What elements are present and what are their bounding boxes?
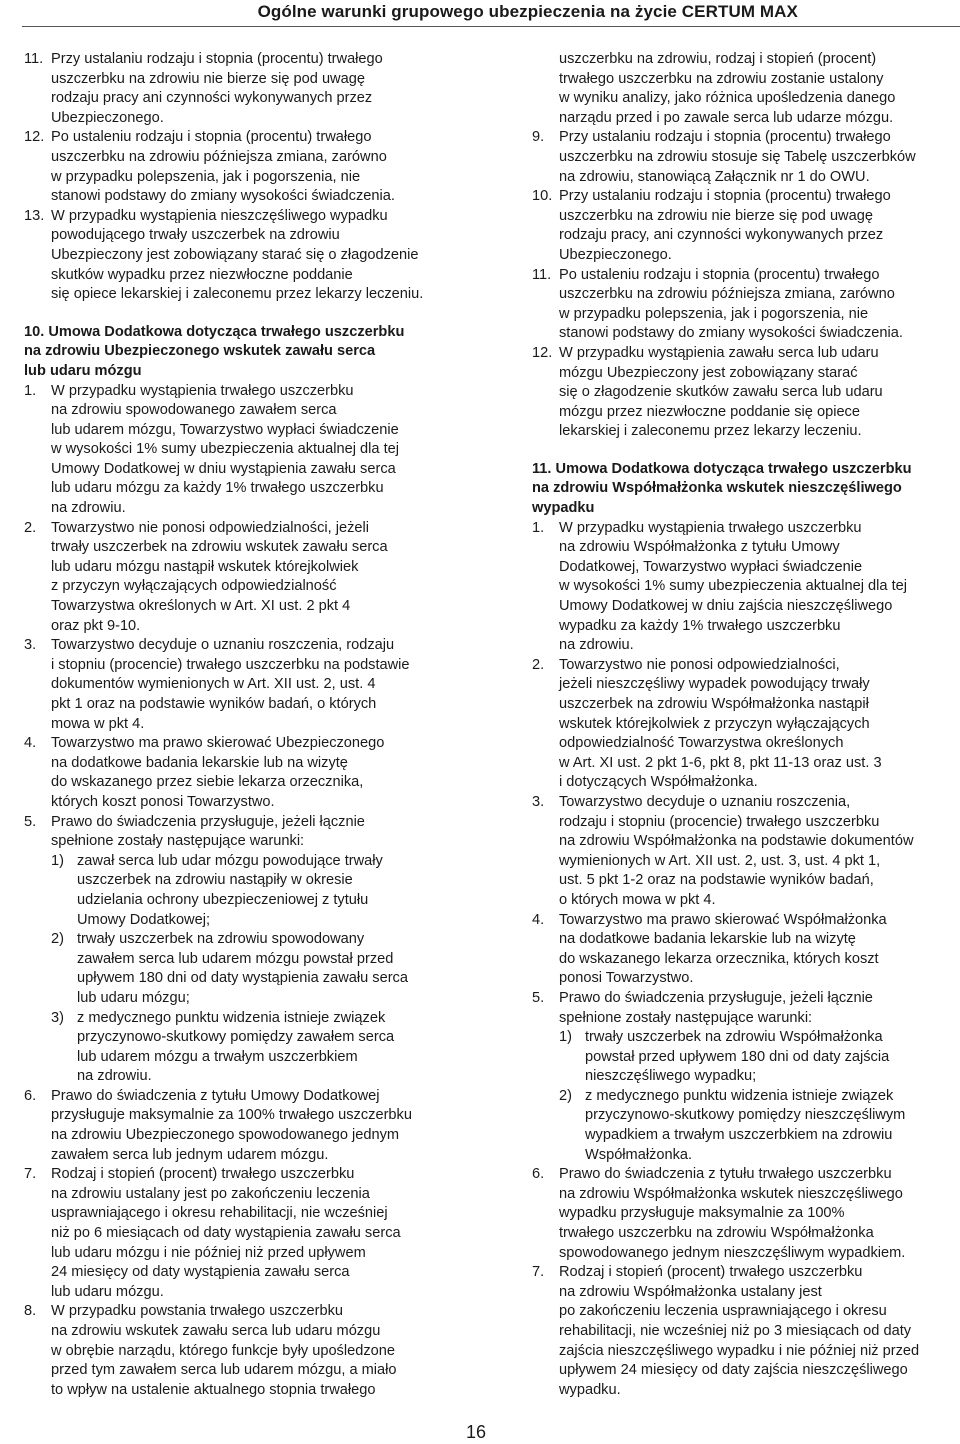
text-line: wypadku przysługuje maksymalnie za 100% (559, 1205, 845, 1222)
text-line: W przypadku wystąpienia nieszczęśliwego wypadku (51, 207, 388, 224)
text-line: uszczerbku na zdrowiu, rodzaj i stopień (procent) (559, 51, 877, 67)
list-item (532, 656, 960, 793)
left-column (24, 50, 464, 1400)
text-line: przysługuje maksymalnie za 100% trwałego uszczerbku (51, 1107, 412, 1124)
text-line: na zdrowiu. (51, 500, 126, 517)
text-line: Towarzystwo decyduje o uznaniu roszczenia, (559, 793, 851, 810)
text-line: dokumentów wymienionych w Art. XII ust. 2, ust. 4 (51, 676, 376, 693)
text-line: lub udaru mózgu za każdy 1% trwałego uszczerbku (51, 480, 384, 497)
text-line: w przypadku polepszenia, jak i pogorszenia, nie (559, 305, 869, 322)
list-item (24, 1302, 464, 1400)
sub-item-body (51, 930, 464, 1008)
text-line: Ubezpieczony jest zobowiązany starać się o złagodzenie (51, 246, 419, 263)
text-line: niż po 6 miesiącach od daty wystąpienia zawału serca (51, 1225, 401, 1242)
text-line: wymienionych w Art. XII ust. 2, ust. 3, ust. 4 pkt 1, (559, 852, 881, 869)
text-line: powodującego trwały uszczerbek na zdrowiu (51, 227, 340, 244)
list-item (532, 1165, 960, 1263)
text-line: upływem 24 miesięcy od daty zajścia nieszczęśliwego (559, 1362, 908, 1379)
item-number: 1) (51, 852, 64, 869)
text-line: na dodatkowe badania lekarskie lub na wizytę (51, 754, 348, 771)
text-line: Współmałżonka. (585, 1146, 693, 1163)
list-item (24, 813, 464, 852)
item-number: 3. (532, 793, 545, 810)
text-line: lekarskiej i zaleconemu przez lekarzy leczeniu. (559, 423, 862, 440)
list-item (532, 344, 960, 442)
text-line: i dotyczących Współmałżonka. (559, 774, 758, 791)
sub-list-item (24, 1009, 464, 1087)
text-line: trwały uszczerbek na zdrowiu spowodowany (77, 931, 365, 948)
text-line: rodzaju i stopniu (procencie) trwałego uszczerbku (559, 813, 880, 830)
text-line: Prawo do świadczenia z tytułu trwałego uszczerbku (559, 1166, 892, 1183)
text-line: skutków wypadku przez niezwłoczne poddanie (51, 266, 353, 283)
text-line: Towarzystwo ma prawo skierować Ubezpieczonego (51, 735, 385, 752)
item-number: 2) (559, 1087, 572, 1104)
text-line: upływem 180 dni od daty wystąpienia zawału serca (77, 970, 408, 987)
text-line: 10. Umowa Dodatkowa dotycząca trwałego uszczerbku (24, 323, 405, 340)
item-number: 1) (559, 1029, 572, 1046)
list-item (24, 382, 464, 519)
text-line: do wskazanego przez siebie lekarza orzecznika, (51, 774, 364, 791)
text-line: na zdrowiu ustalany jest po zakończeniu leczenia (51, 1185, 370, 1202)
text-line: wskutek którejkolwiek z przyczyn wyłączających (559, 715, 870, 732)
text-line: Towarzystwo nie ponosi odpowiedzialności, jeżeli (51, 519, 369, 536)
text-line: spełnione zostały następujące warunki: (559, 1009, 813, 1026)
item-number: 1. (532, 519, 545, 536)
sub-item-body (51, 1009, 464, 1087)
text-line: uszczerbku na zdrowiu późniejsza zmiana, zarówno (51, 148, 387, 165)
text-line: na zdrowiu Współmałżonka na podstawie dokumentów (559, 833, 914, 850)
text-line: w wysokości 1% sumy ubezpieczenia aktualnej dla tej (51, 441, 399, 458)
text-line: W przypadku wystąpienia zawału serca lub udaru (559, 344, 879, 361)
text-line: do wskazanego lekarza orzecznika, których koszt (559, 950, 879, 967)
text-line: lub udaru mózgu (24, 362, 142, 379)
text-line: Przy ustalaniu rodzaju i stopnia (procentu) trwałego (559, 129, 891, 146)
text-line: 24 miesięcy od daty wystąpienia zawału serca (51, 1264, 350, 1281)
text-line: Przy ustalaniu rodzaju i stopnia (procentu) trwałego (559, 188, 891, 205)
list-item (24, 50, 464, 128)
text-line: usprawniającego i okresu rehabilitacji, nie wcześniej (51, 1205, 388, 1222)
text-line: narządu przed i po zawale serca lub udarze mózgu. (559, 109, 894, 126)
text-line: z przyczyn wyłączających odpowiedzialność (51, 578, 337, 595)
text-line: ust. 5 pkt 1-2 oraz na podstawie wyników badań, (559, 872, 874, 889)
text-line: trwałego uszczerbku na zdrowiu zostanie ustalony (559, 70, 884, 87)
item-number: 4. (532, 911, 545, 928)
text-line: lub udaru mózgu. (51, 1283, 164, 1300)
text-line: trwały uszczerbek na zdrowiu Współmałżonka (585, 1029, 883, 1046)
text-line: mózgu Ubezpieczony jest zobowiązany starać (559, 364, 858, 381)
list-item (24, 519, 464, 637)
list-item (24, 1087, 464, 1165)
text-line: odpowiedzialność Towarzystwa określonych (559, 735, 844, 752)
text-line: trwałego uszczerbku na zdrowiu Współmałżonka (559, 1225, 874, 1242)
sub-item-body (559, 1087, 960, 1165)
text-line: zawałem serca lub jednym udarem mózgu. (51, 1146, 329, 1163)
list-item (24, 207, 464, 305)
text-line: na zdrowiu spowodowanego zawałem serca (51, 402, 337, 419)
text-line: przed tym zawałem serca lub udarem mózgu, a miało (51, 1362, 397, 1379)
section-heading (532, 460, 960, 519)
item-number: 12. (24, 129, 45, 146)
text-line: zawałem serca lub udarem mózgu powstał przed (77, 950, 394, 967)
text-line: Umowy Dodatkowej w dniu wystąpienia zawału serca (51, 460, 396, 477)
list-item (532, 50, 960, 128)
item-number: 10. (532, 188, 553, 205)
text-line: trwały uszczerbek na zdrowiu wskutek zawału serca (51, 539, 388, 556)
text-line: Ubezpieczonego. (51, 109, 164, 126)
list-item (532, 519, 960, 656)
list-item (532, 1263, 960, 1400)
text-line: Rodzaj i stopień (procent) trwałego uszczerbku (559, 1264, 863, 1281)
text-line: 11. Umowa Dodatkowa dotycząca trwałego uszczerbku (532, 460, 912, 477)
item-number: 6. (24, 1087, 37, 1104)
page-header (0, 0, 960, 26)
text-line: Dodatkowej, Towarzystwo wypłaci świadczenie (559, 558, 863, 575)
text-line: rodzaju pracy, ani czynności wykonywanych przez (559, 227, 884, 244)
text-line: uszczerbku na zdrowiu nie bierze się pod uwagę (559, 207, 873, 224)
text-line: mózgu przez niezwłoczne poddanie się opiece (559, 403, 860, 420)
text-line: uszczerbku na zdrowiu późniejsza zmiana, zarówno (559, 286, 895, 303)
text-line: uszczerbku na zdrowiu stosuje się Tabelę uszczerbków (559, 148, 916, 165)
text-line: na zdrowiu Ubezpieczonego wskutek zawału serca (24, 343, 376, 360)
sub-list-item (532, 1087, 960, 1165)
item-number: 5. (24, 813, 37, 830)
sub-list-item (24, 930, 464, 1008)
page-number: 16 (466, 1422, 487, 1442)
list-item (532, 128, 960, 187)
text-line: lub udaru mózgu; (77, 989, 190, 1006)
text-line: w Art. XI ust. 2 pkt 1-6, pkt 8, pkt 11-13 oraz ust. 3 (559, 754, 882, 771)
text-line: w wysokości 1% sumy ubezpieczenia aktualnej dla tej (559, 578, 907, 595)
sub-item-body (559, 1028, 960, 1087)
text-line: rodzaju pracy ani czynności wykonywanych przez (51, 90, 373, 107)
text-line: lub udaru mózgu nastąpił wskutek którejkolwiek (51, 558, 359, 575)
text-line: Towarzystwo decyduje o uznaniu roszczenia, rodzaju (51, 637, 395, 654)
text-line: wypadku. (559, 1381, 621, 1398)
text-line: na zdrowiu Współmałżonka wskutek nieszczęśliwego (559, 1185, 903, 1202)
text-line: przyczynowo-skutkowy pomiędzy zawałem serca (77, 1029, 395, 1046)
text-line: Umowy Dodatkowej w dniu zajścia nieszczęśliwego (559, 598, 893, 615)
item-number: 3) (51, 1009, 64, 1026)
sub-list-item (532, 1028, 960, 1087)
text-line: stanowi podstawy do zmiany wysokości świadczenia. (559, 325, 903, 342)
item-number: 1. (24, 382, 37, 399)
item-number: 7. (24, 1166, 37, 1183)
text-line: mowa w pkt 4. (51, 715, 145, 732)
list-item (532, 187, 960, 265)
document-title: Ogólne warunki grupowego ubezpieczenia na życie CERTUM MAX (257, 2, 798, 21)
text-line: Rodzaj i stopień (procent) trwałego uszczerbku (51, 1166, 355, 1183)
list-item (532, 911, 960, 989)
text-line: lub udarem mózgu a trwałym uszczerbkiem (77, 1048, 358, 1065)
text-line: z medycznego punktu widzenia istnieje związek (77, 1009, 386, 1026)
text-line: i stopniu (procencie) trwałego uszczerbku na podstawie (51, 656, 410, 673)
text-line: lub udaru mózgu i nie później niż przed upływem (51, 1244, 366, 1261)
text-line: zajścia nieszczęśliwego wypadku i nie później niż przed (559, 1342, 920, 1359)
list-item (24, 636, 464, 734)
text-line: na zdrowiu. (77, 1068, 152, 1085)
text-line: na zdrowiu Współmałżonka ustalany jest (559, 1283, 822, 1300)
right-column (532, 50, 960, 1400)
text-line: których koszt ponosi Towarzystwo. (51, 793, 275, 810)
text-line: spełnione zostały następujące warunki: (51, 833, 305, 850)
text-line: rehabilitacji, nie wcześniej niż po 3 miesiącach od daty (559, 1323, 912, 1339)
list-item (532, 793, 960, 911)
text-line: spowodowanego jednym nieszczęśliwym wypadkiem. (559, 1244, 906, 1261)
text-line: Przy ustalaniu rodzaju i stopnia (procentu) trwałego (51, 51, 383, 67)
text-line: Prawo do świadczenia przysługuje, jeżeli łącznie (559, 989, 873, 1006)
item-number: 11. (532, 266, 552, 283)
list-item (24, 1165, 464, 1302)
text-line: W przypadku wystąpienia trwałego uszczerbku (559, 519, 862, 536)
text-line: na dodatkowe badania lekarskie lub na wizytę (559, 931, 856, 948)
text-line: Po ustaleniu rodzaju i stopnia (procentu) trwałego (559, 266, 880, 283)
list-item (24, 128, 464, 206)
text-line: Towarzystwa określonych w Art. XI ust. 2 pkt 4 (51, 598, 351, 615)
text-line: Prawo do świadczenia przysługuje, jeżeli łącznie (51, 813, 365, 830)
item-number: 8. (24, 1303, 37, 1320)
text-line: w przypadku polepszenia, jak i pogorszenia, nie (51, 168, 361, 185)
item-number: 2. (24, 519, 37, 536)
text-line: Towarzystwo ma prawo skierować Współmałżonka (559, 911, 887, 928)
text-line: Prawo do świadczenia z tytułu Umowy Dodatkowej (51, 1087, 380, 1104)
text-line: uszczerbek na zdrowiu Współmałżonka nastąpił (559, 696, 869, 712)
list-item (532, 989, 960, 1028)
text-line: pkt 1 oraz na podstawie wyników badań, o których (51, 696, 377, 712)
text-line: na zdrowiu Współmałżonka wskutek nieszczęśliwego (532, 480, 902, 497)
text-line: wypadku (532, 500, 595, 517)
text-line: na zdrowiu Współmałżonka z tytułu Umowy (559, 539, 840, 556)
text-line: w obrębie narządu, którego funkcje były upośledzone (51, 1342, 395, 1359)
text-line: po zakończeniu leczenia usprawniającego i okresu (559, 1303, 887, 1320)
item-number: 11. (24, 51, 44, 67)
text-line: W przypadku wystąpienia trwałego uszczerbku (51, 382, 354, 399)
text-line: jeżeli nieszczęśliwy wypadek powodujący trwały (559, 676, 870, 693)
item-number: 9. (532, 129, 545, 146)
text-line: stanowi podstawy do zmiany wysokości świadczenia. (51, 188, 395, 205)
text-line: uszczerbek na zdrowiu nastąpiły w okresie (77, 872, 353, 889)
text-line: oraz pkt 9-10. (51, 617, 141, 634)
sub-list-item (24, 852, 464, 930)
text-line: Po ustaleniu rodzaju i stopnia (procentu) trwałego (51, 129, 372, 146)
item-number: 3. (24, 637, 37, 654)
text-line: zawał serca lub udar mózgu powodujące trwały (77, 852, 383, 869)
text-line: Towarzystwo nie ponosi odpowiedzialności, (559, 656, 840, 673)
text-line: W przypadku powstania trwałego uszczerbku (51, 1303, 344, 1320)
text-line: wypadku za każdy 1% trwałego uszczerbku (559, 617, 841, 634)
text-line: lub udarem mózgu, Towarzystwo wypłaci świadczenie (51, 421, 399, 438)
list-item (532, 266, 960, 344)
list-item (24, 734, 464, 812)
text-line: na zdrowiu Ubezpieczonego spowodowanego jednym (51, 1127, 400, 1144)
text-line: w wyniku analizy, jako różnica upośledzenia danego (559, 90, 896, 107)
item-number: 2. (532, 656, 545, 673)
item-number: 4. (24, 735, 37, 752)
text-line: o których mowa w pkt 4. (559, 891, 716, 908)
text-line: Umowy Dodatkowej; (77, 911, 211, 928)
text-line: z medycznego punktu widzenia istnieje związek (585, 1087, 894, 1104)
text-line: uszczerbku na zdrowiu nie bierze się pod uwagę (51, 70, 365, 87)
text-line: przyczynowo-skutkowy pomiędzy nieszczęśliwym (585, 1107, 906, 1124)
text-line: na zdrowiu. (559, 637, 634, 654)
text-line: udzielania ochrony ubezpieczeniowej z tytułu (77, 891, 369, 908)
text-line: Ubezpieczonego. (559, 246, 672, 263)
text-line: powstał przed upływem 180 dni od daty zajścia (585, 1048, 890, 1065)
item-number: 7. (532, 1264, 545, 1281)
text-line: się o złagodzenie skutków zawału serca lub udaru (559, 384, 883, 401)
text-line: ponosi Towarzystwo. (559, 970, 694, 987)
text-line: na zdrowiu wskutek zawału serca lub udaru mózgu (51, 1323, 381, 1339)
item-number: 5. (532, 989, 545, 1006)
text-line: to wpływ na ustalenie aktualnego stopnia trwałego (51, 1381, 376, 1398)
section-heading (24, 323, 464, 382)
header-rule (22, 26, 960, 27)
item-number: 12. (532, 344, 553, 361)
item-number: 13. (24, 207, 45, 224)
text-line: wypadkiem a trwałym uszczerbkiem na zdrowiu (585, 1127, 893, 1144)
text-line: się opiece lekarskiej i zaleconemu przez lekarzy leczeniu. (51, 286, 424, 303)
item-number: 6. (532, 1166, 545, 1183)
sub-item-body (51, 852, 464, 930)
text-line: na zdrowiu, stanowiącą Załącznik nr 1 do OWU. (559, 168, 870, 185)
item-number: 2) (51, 931, 64, 948)
text-line: nieszczęśliwego wypadku; (585, 1068, 757, 1085)
